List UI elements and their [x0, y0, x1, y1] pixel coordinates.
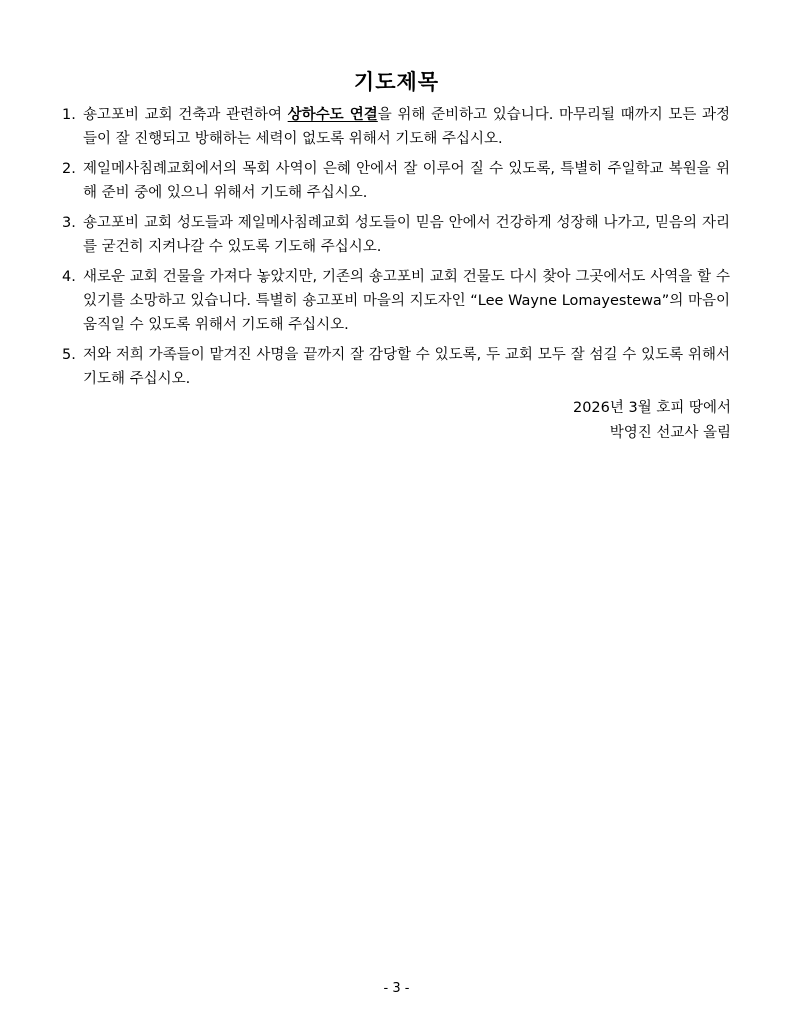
prayer-item-text: 제일메사침례교회에서의 목회 사역이 은혜 안에서 잘 이루어 질 수 있도록, 특별히 주일학교 복원을 위해 준비 중에 있으니 위해서 기도해 주십시오. [83, 161, 730, 201]
signature-author: 박영진 선교사 올림 [609, 425, 731, 441]
prayer-item-5 [62, 343, 730, 391]
prayer-item-number: 4. [62, 269, 76, 285]
prayer-item-text: 을 위해 준비하고 있습니다. 마무리될 때까지 모든 과정들이 잘 진행되고 방해하는 세력이 없도록 위해서 기도해 주십시오. [83, 107, 731, 147]
signature-date-place: 2026년 3월 호피 땅에서 [572, 400, 731, 416]
prayer-list [62, 103, 730, 397]
page-number: - 3 - [383, 981, 410, 996]
prayer-item-3 [62, 211, 730, 259]
prayer-item-number: 3. [62, 215, 76, 231]
prayer-item-2 [62, 157, 730, 205]
prayer-item-text: 저와 저희 가족들이 맡겨진 사명을 끝까지 잘 감당할 수 있도록, 두 교회 모두 잘 섬길 수 있도록 위해서 기도해 주십시오. [83, 347, 730, 387]
prayer-item-text: 숑고포비 교회 성도들과 제일메사침례교회 성도들이 믿음 안에서 건강하게 성장해 나가고, 믿음의 자리를 굳건히 지켜나갈 수 있도록 기도해 주십시오. [83, 215, 730, 255]
prayer-item-4 [62, 265, 730, 337]
prayer-item-1 [62, 103, 730, 151]
prayer-item-emphasis: 상하수도 연결 [287, 107, 378, 123]
prayer-item-text: 숑고포비 교회 건축과 관련하여 [83, 107, 288, 123]
signature-block [573, 396, 731, 446]
prayer-item-text: 새로운 교회 건물을 가져다 놓았지만, 기존의 숑고포비 교회 건물도 다시 찾아 그곳에서도 사역을 할 수 있기를 소망하고 있습니다. 특별히 숑고포비 마을의 지도자인 “Lee Wayne Lomayestewa”의 마음이 움직일 수 있도록 위해서 기도해 주십시오. [83, 269, 730, 333]
prayer-item-number: 5. [62, 347, 76, 363]
page-title: 기도제목 [353, 70, 440, 95]
prayer-item-number: 1. [62, 107, 76, 123]
prayer-item-number: 2. [62, 161, 76, 177]
